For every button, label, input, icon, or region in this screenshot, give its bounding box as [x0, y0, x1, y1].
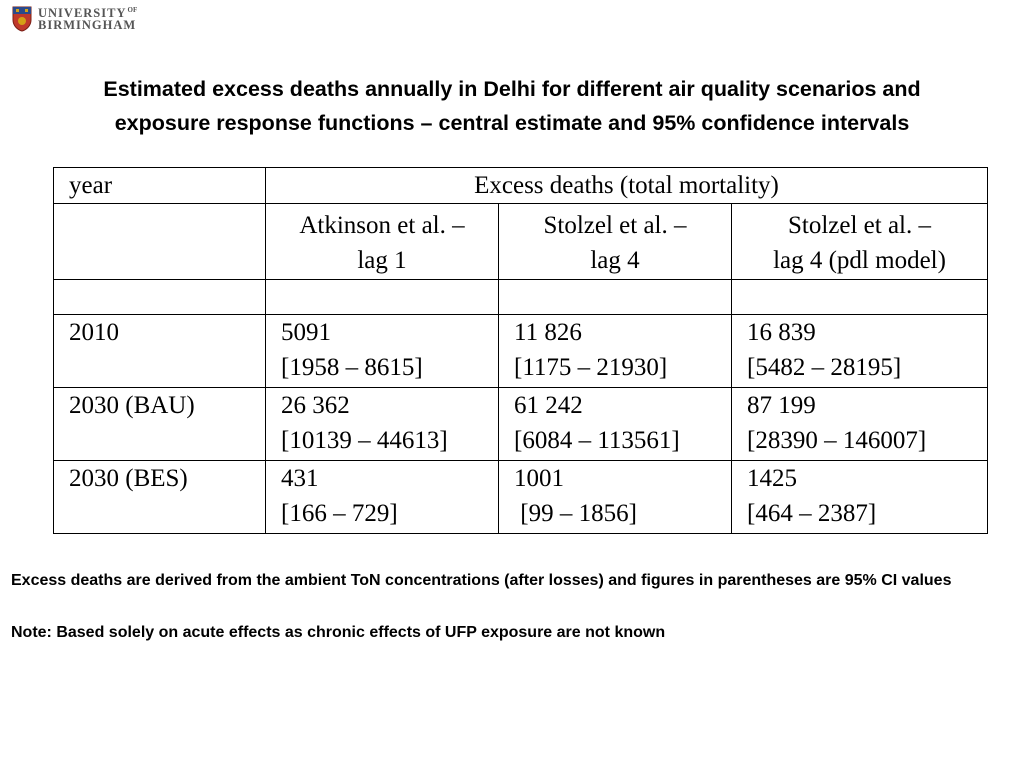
- central-estimate: 11 826: [514, 319, 582, 346]
- table-cell: [732, 315, 988, 388]
- confidence-interval: [464 – 2387]: [747, 500, 877, 527]
- column-header-line: lag 4: [590, 247, 640, 274]
- central-estimate: 431: [281, 465, 319, 492]
- table-cell-empty: [266, 280, 499, 315]
- confidence-interval: [28390 – 146007]: [747, 427, 927, 454]
- table-row: [54, 388, 988, 461]
- column-header-line: Stolzel et al. –: [543, 212, 687, 239]
- central-estimate: 87 199: [747, 392, 816, 419]
- table-cell-empty: [54, 280, 266, 315]
- central-estimate: 5091: [281, 319, 331, 346]
- university-logo: [12, 6, 137, 32]
- confidence-interval: [6084 – 113561]: [514, 427, 680, 454]
- column-header-line: lag 1: [357, 247, 407, 274]
- slide-title-line-2: exposure response functions – central estimate and 95% confidence intervals: [114, 111, 910, 135]
- table-cell: [499, 315, 732, 388]
- footnote-derivation: Excess deaths are derived from the ambient ToN concentrations (after losses) and figures in parentheses are 95% CI values: [11, 572, 952, 589]
- table-cell: [732, 388, 988, 461]
- table-cell: [266, 388, 499, 461]
- footnotes: [11, 568, 1011, 646]
- confidence-interval: [166 – 729]: [281, 500, 398, 527]
- confidence-interval: [5482 – 28195]: [747, 354, 902, 381]
- logo-of-text: OF: [127, 6, 138, 14]
- table-cell: [499, 461, 732, 534]
- table-cell: [732, 461, 988, 534]
- column-header-line: lag 4 (pdl model): [773, 247, 946, 274]
- central-estimate: 16 839: [747, 319, 816, 346]
- central-estimate: 61 242: [514, 392, 583, 419]
- footnote-acute-effects: Note: Based solely on acute effects as chronic effects of UFP exposure are not known: [11, 624, 666, 641]
- column-header-line: Stolzel et al. –: [787, 212, 932, 239]
- year-subheader-empty: [54, 204, 266, 280]
- table-cell-empty: [499, 280, 732, 315]
- column-header-stolzel-lag4: [499, 204, 732, 280]
- column-header-atkinson: [266, 204, 499, 280]
- column-header-stolzel-pdl: [732, 204, 988, 280]
- confidence-interval: [1958 – 8615]: [281, 354, 423, 381]
- logo-birmingham-text: BIRMINGHAM: [38, 18, 137, 32]
- table-blank-row: [54, 280, 988, 315]
- university-crest-icon: [12, 6, 32, 32]
- table-cell: [499, 388, 732, 461]
- table-row: [54, 315, 988, 388]
- confidence-interval: [99 – 1856]: [514, 500, 637, 527]
- central-estimate: 1425: [747, 465, 797, 492]
- excess-deaths-table: [53, 167, 988, 534]
- logo-wordmark: [38, 7, 137, 31]
- central-estimate: 26 362: [281, 392, 350, 419]
- year-header: year: [54, 168, 266, 204]
- table-cell: [266, 315, 499, 388]
- slide-title-line-1: Estimated excess deaths annually in Delhi for different air quality scenarios and: [103, 77, 921, 101]
- table-row: [54, 461, 988, 534]
- year-cell: 2030 (BES): [54, 461, 266, 534]
- year-cell: 2010: [54, 315, 266, 388]
- table-cell: [266, 461, 499, 534]
- excess-deaths-header: Excess deaths (total mortality): [266, 168, 988, 204]
- year-cell: 2030 (BAU): [54, 388, 266, 461]
- confidence-interval: [1175 – 21930]: [514, 354, 668, 381]
- column-header-line: Atkinson et al. –: [299, 212, 465, 239]
- table-header-row: [54, 168, 988, 204]
- logo-university-text: UNIVERSITY: [38, 6, 127, 20]
- table-subheader-row: [54, 204, 988, 280]
- slide-title: [0, 72, 1024, 140]
- confidence-interval: [10139 – 44613]: [281, 427, 448, 454]
- table-cell-empty: [732, 280, 988, 315]
- central-estimate: 1001: [514, 465, 564, 492]
